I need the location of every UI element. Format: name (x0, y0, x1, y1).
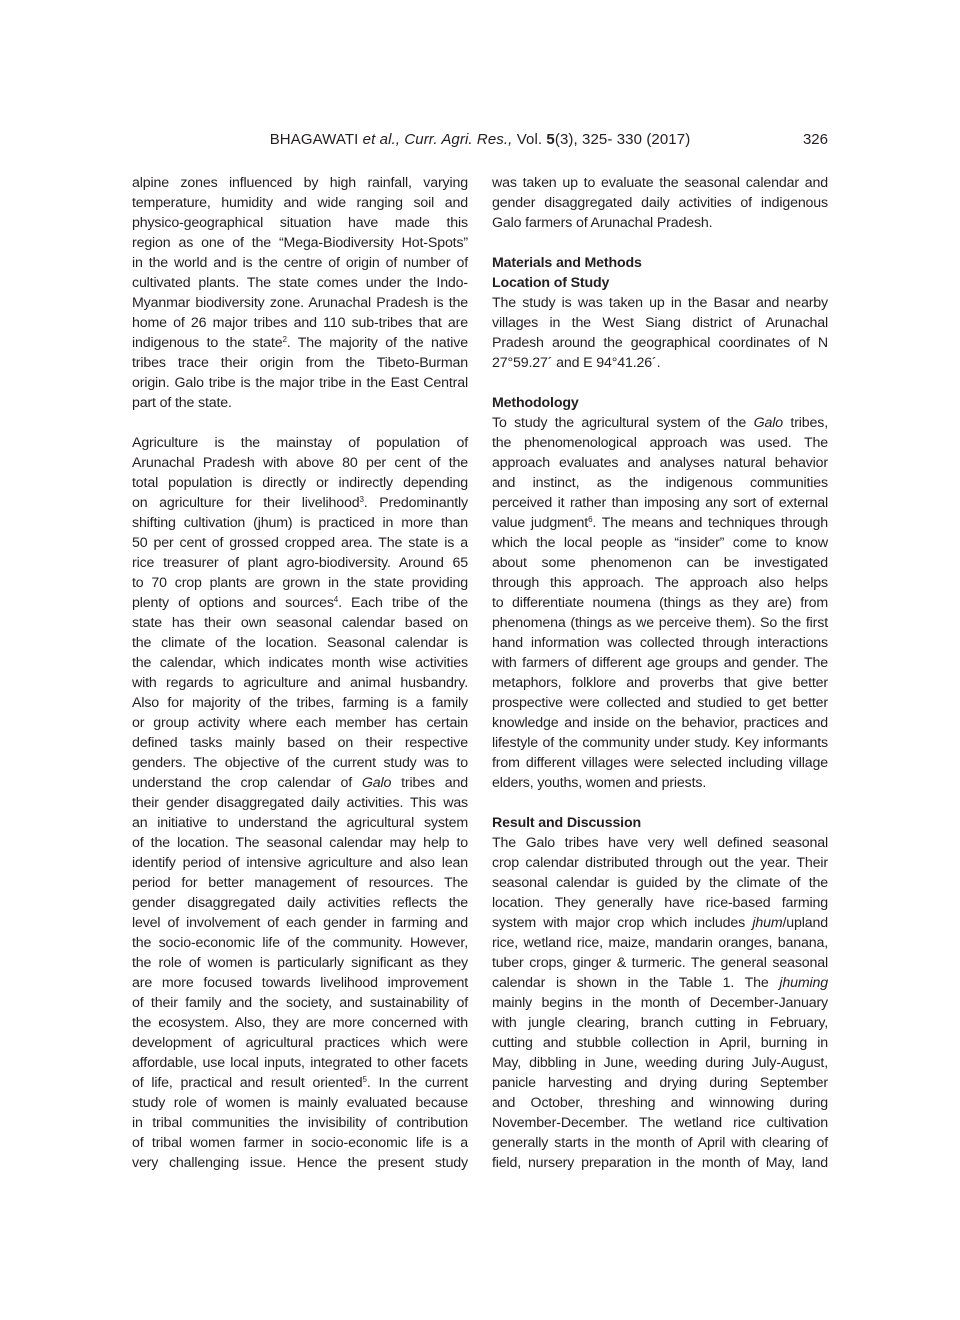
text-line: total population is directly or indirectly depending (132, 475, 468, 491)
text-line: field, nursery preparation in the month of May, land (492, 1155, 828, 1171)
text-line: period for better management of resources. The (132, 875, 468, 891)
text-line: perceived it rather than imposing any sort of external (492, 495, 828, 511)
text-line: identify period of intensive agriculture and also lean (132, 855, 468, 871)
text-line: their gender disaggregated daily activities. This was (132, 795, 468, 811)
text-line: 27°59.27´ and E 94°41.26´. (492, 355, 661, 371)
text-line: the ecosystem. Also, they are more concerned with (132, 1015, 468, 1031)
citation-superscript: 3 (359, 495, 364, 504)
text-line: from different villages were selected including village (492, 755, 828, 771)
text-line: approach evaluates and analyses natural behavior (492, 455, 828, 471)
text-line: are more focused towards livelihood improvement (132, 975, 468, 991)
text-line: lifestyle of the community under study. Key informants (492, 735, 828, 751)
text-line: villages in the West Siang district of Arunachal (492, 315, 828, 331)
text-segment: value judgment (492, 515, 589, 531)
text-line: part of the state. (132, 395, 232, 411)
text-line: rice treasurer of plant agro-biodiversity. Around 65 (132, 555, 468, 571)
text-line: and instinct, as the indigenous communities (492, 475, 828, 491)
text-line: panicle harvesting and drying during September (492, 1075, 828, 1091)
text-line: to differentiate noumena (things as they are) from (492, 595, 828, 611)
text-line: the calendar, which indicates month wise activities (132, 655, 468, 671)
text-line: of their family and the society, and sustainability of (132, 995, 468, 1011)
text-line: crop calendar distributed through out the year. Their (492, 855, 828, 871)
text-line (132, 773, 468, 793)
text-line: was taken up to evaluate the seasonal calendar and (492, 175, 828, 191)
text-line: generally starts in the month of April with clearing of (492, 1135, 828, 1151)
text-line: to 70 crop plants are grown in the state providing (132, 575, 468, 591)
text-line: cutting and stubble collection in April, burning in (492, 1035, 828, 1051)
text-line: an initiative to understand the agricultural system (132, 815, 468, 831)
text-line: origin. Galo tribe is the major tribe in the East Central (132, 375, 468, 391)
text-segment: understand the crop calendar of (132, 775, 362, 791)
page-number: 326 (802, 131, 828, 148)
text-line: knowledge and inside on the behavior, practices and (492, 715, 828, 731)
heading-result-discussion: Result and Discussion (492, 815, 642, 831)
paragraph-objective-continued (492, 173, 828, 233)
heading-location-of-study: Location of Study (492, 275, 610, 291)
citation-superscript: 4 (333, 595, 339, 604)
text-line: The study is was taken up in the Basar and nearby (492, 295, 828, 311)
text-line: cultivated plants. The state comes under the Indo- (132, 275, 468, 291)
running-head-issue: (3), 325- 330 (2017) (554, 131, 691, 148)
text-line: of the location. The seasonal calendar may help to (132, 835, 468, 851)
text-segment: tribes, (782, 415, 828, 431)
text-line: 50 per cent of grossed cropped area. The state is a (132, 535, 468, 551)
text-segment: of life, practical and result oriented (132, 1075, 363, 1091)
left-column (132, 173, 468, 1173)
running-head-volume: 5 (546, 131, 555, 148)
text-line (492, 513, 828, 533)
paragraph-results (492, 833, 828, 1173)
heading-materials-methods: Materials and Methods (492, 255, 642, 271)
text-line: alpine zones influenced by high rainfall, varying (132, 175, 468, 191)
text-line: location. They generally have rice-based farming (492, 895, 828, 911)
text-line: mainly begins in the month of December-January (492, 995, 828, 1011)
citation-superscript: 6 (588, 515, 593, 524)
text-line: in the world and is the centre of origin of number of (132, 255, 468, 271)
text-line (132, 333, 468, 353)
text-line: gender disaggregated daily activities reflects the (132, 895, 468, 911)
text-line: Also for majority of the tribes, farming is a family (132, 695, 468, 711)
text-line: Pradesh around the geographical coordinates of N (492, 335, 828, 351)
text-line: hand information was collected through interactions (492, 635, 828, 651)
text-line: Galo farmers of Arunachal Pradesh. (492, 215, 713, 231)
text-segment: on agriculture for their livelihood (132, 495, 360, 511)
text-segment: . In the current (366, 1075, 469, 1091)
paragraph-spacer (132, 413, 468, 433)
text-line: very challenging issue. Hence the present study (132, 1155, 468, 1171)
text-line: gender disaggregated daily activities of indigenous (492, 195, 828, 211)
text-segment: /upland (782, 915, 828, 931)
citation-superscript: 5 (362, 1075, 367, 1084)
heading-methodology: Methodology (492, 395, 579, 411)
running-head-vol-label: Vol. (516, 131, 543, 148)
text-segment: To study the agricultural system of the (492, 415, 754, 431)
running-head (132, 130, 828, 150)
text-line: about some phenomenon can be investigated (492, 555, 828, 571)
paragraph-location (492, 293, 828, 373)
running-head-journal: et al., Curr. Agri. Res., (362, 131, 513, 148)
text-line: level of involvement of each gender in farming and (132, 915, 468, 931)
italic-term: Galo (753, 415, 783, 431)
text-line: Arunachal Pradesh with above 80 per cent of the (132, 455, 468, 471)
text-line: shifting cultivation (jhum) is practiced in more than (132, 515, 468, 531)
text-segment: indigenous to the state (132, 335, 283, 351)
text-line: Agriculture is the mainstay of population of (132, 435, 468, 451)
text-segment: plenty of options and sources (132, 595, 334, 611)
text-line: physico-geographical situation have made this (132, 215, 468, 231)
text-line: seasonal calendar is guided by the climate of the (492, 875, 828, 891)
text-line (492, 413, 828, 433)
text-line: in tribal communities the invisibility of contribution (132, 1115, 468, 1131)
italic-term: jhum (752, 915, 783, 931)
text-line: elders, youths, women and priests. (492, 775, 707, 791)
text-line: phenomena (things as we perceive them). So the first (492, 615, 828, 631)
text-line: the socio-economic life of the community. However, (132, 935, 468, 951)
text-line (132, 1073, 468, 1093)
text-segment: tribes and (391, 775, 468, 791)
text-line: region as one of the “Mega-Biodiversity Hot-Spots” (132, 235, 468, 251)
text-line (492, 973, 828, 993)
paragraph-methodology (492, 413, 828, 793)
right-column (492, 173, 828, 1173)
text-segment: . Predominantly (363, 495, 468, 511)
text-line: and October, threshing and winnowing during (492, 1095, 828, 1111)
paragraph-spacer (492, 793, 828, 813)
citation-superscript: 2 (282, 335, 287, 344)
text-line: prospective were collected and studied to get better (492, 695, 828, 711)
italic-term: jhuming (779, 975, 828, 991)
text-line: genders. The objective of the current study was to (132, 755, 468, 771)
text-line: home of 26 major tribes and 110 sub-tribes that are (132, 315, 468, 331)
italic-term: Galo (361, 775, 392, 791)
text-line (132, 593, 468, 613)
text-line: temperature, humidity and wide ranging soil and (132, 195, 468, 211)
text-line: November-December. The wetland rice cultivation (492, 1115, 828, 1131)
paragraph-spacer (492, 233, 828, 253)
text-segment: calendar is shown in the Table 1. The (492, 975, 780, 991)
text-segment: . The majority of the native (286, 335, 468, 351)
text-line (132, 493, 468, 513)
text-segment: system with major crop which includes (492, 915, 753, 931)
text-line: with regards to agriculture and animal husbandry. (132, 675, 468, 691)
text-line: May, dibbling in June, weeding during July-August, (492, 1055, 828, 1071)
paragraph-agriculture (132, 433, 468, 1173)
text-line: Myanmar biodiversity zone. Arunachal Pradesh is the (132, 295, 468, 311)
text-line: metaphors, folklore and proverbs that give better (492, 675, 828, 691)
text-line: defined tasks mainly based on their respective (132, 735, 468, 751)
text-line: with jungle clearing, branch cutting in February, (492, 1015, 828, 1031)
text-line (492, 913, 828, 933)
text-line: of tribal women farmer in socio-economic life is a (132, 1135, 468, 1151)
text-line: the phenomenological approach was used. The (492, 435, 828, 451)
text-line: or group activity where each member has certain (132, 715, 468, 731)
text-line: tribes trace their origin from the Tibeto-Burman (132, 355, 468, 371)
paragraph-intro-continued (132, 173, 468, 413)
running-head-author: BHAGAWATI (269, 131, 359, 148)
text-line: state has their own seasonal calendar based on (132, 615, 468, 631)
text-line: The Galo tribes have very well defined seasonal (492, 835, 828, 851)
text-segment: . The means and techniques through (592, 515, 828, 531)
text-line: the role of women is particularly significant as they (132, 955, 468, 971)
text-line: which the local people as “insider” come to know (492, 535, 828, 551)
text-line: development of agricultural practices which were (132, 1035, 468, 1051)
text-line: study role of women is mainly evaluated because (132, 1095, 468, 1111)
page-header (132, 130, 828, 150)
text-line: the climate of the location. Seasonal calendar is (132, 635, 468, 651)
text-line: affordable, use local inputs, integrated to other facets (132, 1055, 468, 1071)
text-segment: . Each tribe of the (338, 595, 468, 611)
text-line: with farmers of different age groups and gender. The (492, 655, 828, 671)
text-line: tuber crops, ginger & turmeric. The general seasonal (492, 955, 828, 971)
paragraph-spacer (492, 373, 828, 393)
text-line: through this approach. The approach also helps (492, 575, 828, 591)
text-line: rice, wetland rice, maize, mandarin oranges, banana, (492, 935, 828, 951)
